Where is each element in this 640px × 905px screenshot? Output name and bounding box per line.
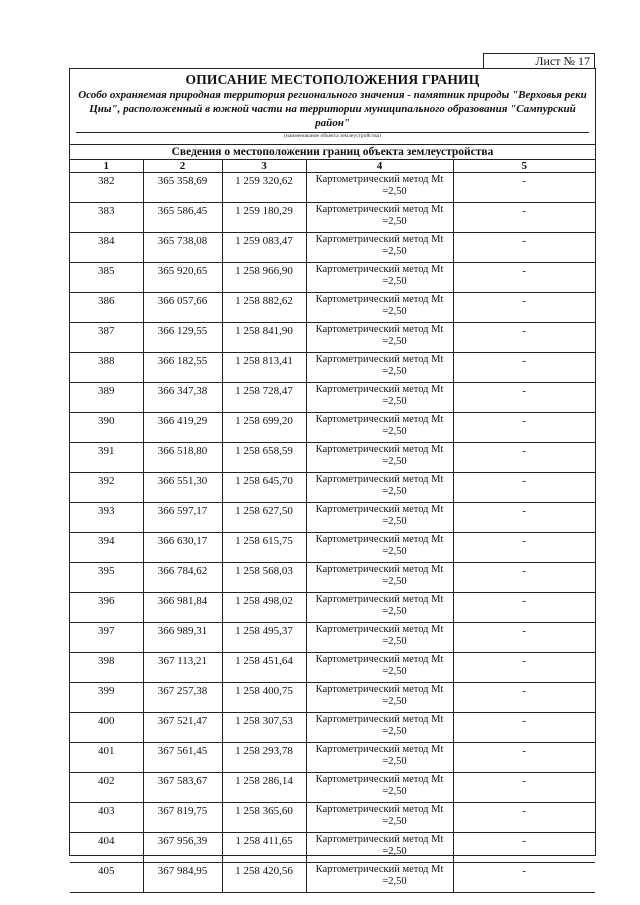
point-description: - xyxy=(453,713,595,743)
point-number: 389 xyxy=(70,383,143,413)
coordinate-x: 366 182,55 xyxy=(143,353,222,383)
method-description xyxy=(306,713,453,743)
coordinate-x: 366 551,30 xyxy=(143,473,222,503)
coordinate-x: 366 518,80 xyxy=(143,443,222,473)
point-description: - xyxy=(453,233,595,263)
method-text: Картометрический метод Mt xyxy=(315,264,444,275)
method-accuracy: =2,50 xyxy=(382,756,407,767)
document-frame xyxy=(69,68,596,887)
table-row xyxy=(70,653,595,683)
method-description xyxy=(306,353,453,383)
coordinate-y: 1 259 320,62 xyxy=(222,173,306,203)
coordinate-y: 1 258 882,62 xyxy=(222,293,306,323)
point-description: - xyxy=(453,863,595,893)
table-row xyxy=(70,533,595,563)
coordinate-x: 365 358,69 xyxy=(143,173,222,203)
point-number: 385 xyxy=(70,263,143,293)
method-accuracy: =2,50 xyxy=(382,576,407,587)
method-text: Картометрический метод Mt xyxy=(315,864,444,875)
method-text: Картометрический метод Mt xyxy=(315,204,444,215)
coordinate-y: 1 258 615,75 xyxy=(222,533,306,563)
method-text: Картометрический метод Mt xyxy=(315,804,444,815)
coordinate-x: 367 956,39 xyxy=(143,833,222,863)
coordinate-x: 365 586,45 xyxy=(143,203,222,233)
point-description: - xyxy=(453,773,595,803)
point-number: 391 xyxy=(70,443,143,473)
point-number: 390 xyxy=(70,413,143,443)
coordinate-x: 365 920,65 xyxy=(143,263,222,293)
method-description xyxy=(306,833,453,863)
point-number: 404 xyxy=(70,833,143,863)
point-description: - xyxy=(453,623,595,653)
method-description xyxy=(306,173,453,203)
method-description xyxy=(306,263,453,293)
column-header-2: 2 xyxy=(143,160,222,173)
method-accuracy: =2,50 xyxy=(382,606,407,617)
method-text: Картометрический метод Mt xyxy=(315,444,444,455)
table-row xyxy=(70,683,595,713)
method-text: Картометрический метод Mt xyxy=(315,624,444,635)
method-description xyxy=(306,773,453,803)
coordinate-y: 1 258 498,02 xyxy=(222,593,306,623)
method-text: Картометрический метод Mt xyxy=(315,714,444,725)
method-text: Картометрический метод Mt xyxy=(315,594,444,605)
coordinate-x: 367 819,75 xyxy=(143,803,222,833)
method-description xyxy=(306,623,453,653)
point-description: - xyxy=(453,563,595,593)
coordinate-y: 1 258 645,70 xyxy=(222,473,306,503)
point-number: 403 xyxy=(70,803,143,833)
column-header-5: 5 xyxy=(453,160,595,173)
coordinate-x: 366 989,31 xyxy=(143,623,222,653)
method-accuracy: =2,50 xyxy=(382,846,407,857)
table-row xyxy=(70,803,595,833)
method-accuracy: =2,50 xyxy=(382,216,407,227)
table-row xyxy=(70,773,595,803)
point-number: 383 xyxy=(70,203,143,233)
point-number: 387 xyxy=(70,323,143,353)
table-row xyxy=(70,743,595,773)
table-header-row xyxy=(70,160,595,173)
method-accuracy: =2,50 xyxy=(382,336,407,347)
point-number: 386 xyxy=(70,293,143,323)
method-accuracy: =2,50 xyxy=(382,276,407,287)
document-header xyxy=(70,69,595,140)
method-accuracy: =2,50 xyxy=(382,516,407,527)
method-text: Картометрический метод Mt xyxy=(315,564,444,575)
coordinate-y: 1 259 180,29 xyxy=(222,203,306,233)
point-number: 405 xyxy=(70,863,143,893)
method-text: Картометрический метод Mt xyxy=(315,474,444,485)
method-description xyxy=(306,683,453,713)
coordinate-x: 367 984,95 xyxy=(143,863,222,893)
method-accuracy: =2,50 xyxy=(382,636,407,647)
method-text: Картометрический метод Mt xyxy=(315,834,444,845)
method-accuracy: =2,50 xyxy=(382,546,407,557)
coordinate-x: 366 981,84 xyxy=(143,593,222,623)
coordinate-y: 1 258 307,53 xyxy=(222,713,306,743)
method-text: Картометрический метод Mt xyxy=(315,384,444,395)
table-row xyxy=(70,833,595,863)
sheet-number: Лист № 17 xyxy=(483,53,595,68)
table-row xyxy=(70,353,595,383)
section-title: Сведения о местоположении границ объекта землеустройства xyxy=(70,144,595,159)
point-number: 382 xyxy=(70,173,143,203)
point-description: - xyxy=(453,473,595,503)
method-accuracy: =2,50 xyxy=(382,186,407,197)
coordinate-y: 1 258 420,56 xyxy=(222,863,306,893)
point-description: - xyxy=(453,293,595,323)
point-description: - xyxy=(453,323,595,353)
coordinate-y: 1 258 966,90 xyxy=(222,263,306,293)
method-text: Картометрический метод Mt xyxy=(315,294,444,305)
point-number: 393 xyxy=(70,503,143,533)
coordinate-x: 367 521,47 xyxy=(143,713,222,743)
coordinate-y: 1 258 813,41 xyxy=(222,353,306,383)
point-number: 399 xyxy=(70,683,143,713)
table-row xyxy=(70,323,595,353)
method-text: Картометрический метод Mt xyxy=(315,174,444,185)
table-row xyxy=(70,593,595,623)
method-text: Картометрический метод Mt xyxy=(315,354,444,365)
coordinate-x: 367 257,38 xyxy=(143,683,222,713)
method-text: Картометрический метод Mt xyxy=(315,234,444,245)
method-description xyxy=(306,743,453,773)
method-accuracy: =2,50 xyxy=(382,876,407,887)
coordinate-x: 367 561,45 xyxy=(143,743,222,773)
coordinate-y: 1 258 658,59 xyxy=(222,443,306,473)
point-description: - xyxy=(453,593,595,623)
table-row xyxy=(70,443,595,473)
method-text: Картометрический метод Mt xyxy=(315,654,444,665)
method-accuracy: =2,50 xyxy=(382,306,407,317)
coordinate-y: 1 258 841,90 xyxy=(222,323,306,353)
coordinate-y: 1 258 627,50 xyxy=(222,503,306,533)
table-row xyxy=(70,263,595,293)
coordinate-x: 367 113,21 xyxy=(143,653,222,683)
coordinate-y: 1 258 699,20 xyxy=(222,413,306,443)
method-accuracy: =2,50 xyxy=(382,456,407,467)
coordinate-x: 366 597,17 xyxy=(143,503,222,533)
method-accuracy: =2,50 xyxy=(382,396,407,407)
table-row xyxy=(70,383,595,413)
method-accuracy: =2,50 xyxy=(382,426,407,437)
point-description: - xyxy=(453,383,595,413)
coordinate-y: 1 258 495,37 xyxy=(222,623,306,653)
table-body xyxy=(70,173,595,893)
method-description xyxy=(306,503,453,533)
method-description xyxy=(306,203,453,233)
boundary-table xyxy=(70,159,595,893)
method-text: Картометрический метод Mt xyxy=(315,324,444,335)
point-description: - xyxy=(453,263,595,293)
table-row xyxy=(70,503,595,533)
table-row xyxy=(70,203,595,233)
method-text: Картометрический метод Mt xyxy=(315,414,444,425)
coordinate-y: 1 258 411,65 xyxy=(222,833,306,863)
method-accuracy: =2,50 xyxy=(382,666,407,677)
point-description: - xyxy=(453,803,595,833)
method-text: Картометрический метод Mt xyxy=(315,744,444,755)
point-description: - xyxy=(453,833,595,863)
coordinate-y: 1 258 293,78 xyxy=(222,743,306,773)
method-text: Картометрический метод Mt xyxy=(315,504,444,515)
method-accuracy: =2,50 xyxy=(382,786,407,797)
coordinate-y: 1 258 728,47 xyxy=(222,383,306,413)
method-description xyxy=(306,533,453,563)
point-number: 396 xyxy=(70,593,143,623)
coordinate-x: 366 630,17 xyxy=(143,533,222,563)
method-description xyxy=(306,653,453,683)
coordinate-x: 366 057,66 xyxy=(143,293,222,323)
coordinate-y: 1 259 083,47 xyxy=(222,233,306,263)
method-text: Картометрический метод Mt xyxy=(315,534,444,545)
method-description xyxy=(306,443,453,473)
object-name-caption: (наименование объекта землеустройства) xyxy=(284,133,381,139)
point-number: 397 xyxy=(70,623,143,653)
coordinate-y: 1 258 451,64 xyxy=(222,653,306,683)
method-description xyxy=(306,473,453,503)
point-description: - xyxy=(453,683,595,713)
table-row xyxy=(70,623,595,653)
coordinate-x: 366 419,29 xyxy=(143,413,222,443)
point-number: 400 xyxy=(70,713,143,743)
table-row xyxy=(70,293,595,323)
point-description: - xyxy=(453,353,595,383)
point-number: 388 xyxy=(70,353,143,383)
point-description: - xyxy=(453,653,595,683)
method-accuracy: =2,50 xyxy=(382,246,407,257)
method-description xyxy=(306,563,453,593)
point-description: - xyxy=(453,743,595,773)
coordinate-x: 365 738,08 xyxy=(143,233,222,263)
method-accuracy: =2,50 xyxy=(382,816,407,827)
coordinate-y: 1 258 286,14 xyxy=(222,773,306,803)
column-header-1: 1 xyxy=(70,160,143,173)
page-title: ОПИСАНИЕ МЕСТОПОЛОЖЕНИЯ ГРАНИЦ xyxy=(185,72,480,87)
method-description xyxy=(306,593,453,623)
point-description: - xyxy=(453,203,595,233)
coordinate-y: 1 258 365,60 xyxy=(222,803,306,833)
column-header-3: 3 xyxy=(222,160,306,173)
method-accuracy: =2,50 xyxy=(382,696,407,707)
table-row xyxy=(70,173,595,203)
method-description xyxy=(306,293,453,323)
table-row xyxy=(70,413,595,443)
coordinate-x: 366 129,55 xyxy=(143,323,222,353)
point-number: 398 xyxy=(70,653,143,683)
coordinate-x: 366 347,38 xyxy=(143,383,222,413)
method-accuracy: =2,50 xyxy=(382,366,407,377)
column-header-4: 4 xyxy=(306,160,453,173)
coordinate-y: 1 258 400,75 xyxy=(222,683,306,713)
point-description: - xyxy=(453,413,595,443)
method-accuracy: =2,50 xyxy=(382,486,407,497)
method-text: Картометрический метод Mt xyxy=(315,684,444,695)
table-row xyxy=(70,713,595,743)
method-description xyxy=(306,383,453,413)
point-number: 402 xyxy=(70,773,143,803)
coordinate-y: 1 258 568,03 xyxy=(222,563,306,593)
coordinate-x: 366 784,62 xyxy=(143,563,222,593)
point-number: 394 xyxy=(70,533,143,563)
method-description xyxy=(306,803,453,833)
point-number: 401 xyxy=(70,743,143,773)
method-description xyxy=(306,233,453,263)
method-description xyxy=(306,863,453,893)
point-number: 392 xyxy=(70,473,143,503)
point-number: 395 xyxy=(70,563,143,593)
table-row xyxy=(70,233,595,263)
table-row xyxy=(70,563,595,593)
method-accuracy: =2,50 xyxy=(382,726,407,737)
point-number: 384 xyxy=(70,233,143,263)
point-description: - xyxy=(453,173,595,203)
point-description: - xyxy=(453,443,595,473)
point-description: - xyxy=(453,503,595,533)
table-row xyxy=(70,863,595,893)
method-description xyxy=(306,413,453,443)
point-description: - xyxy=(453,533,595,563)
table-row xyxy=(70,473,595,503)
coordinate-x: 367 583,67 xyxy=(143,773,222,803)
object-name: Особо охраняемая природная территория регионального значения - памятник природы "Верховья реки Цны", расположенный в южной части на территории муниципального образования "Сампурский район" xyxy=(78,89,587,129)
method-text: Картометрический метод Mt xyxy=(315,774,444,785)
method-description xyxy=(306,323,453,353)
